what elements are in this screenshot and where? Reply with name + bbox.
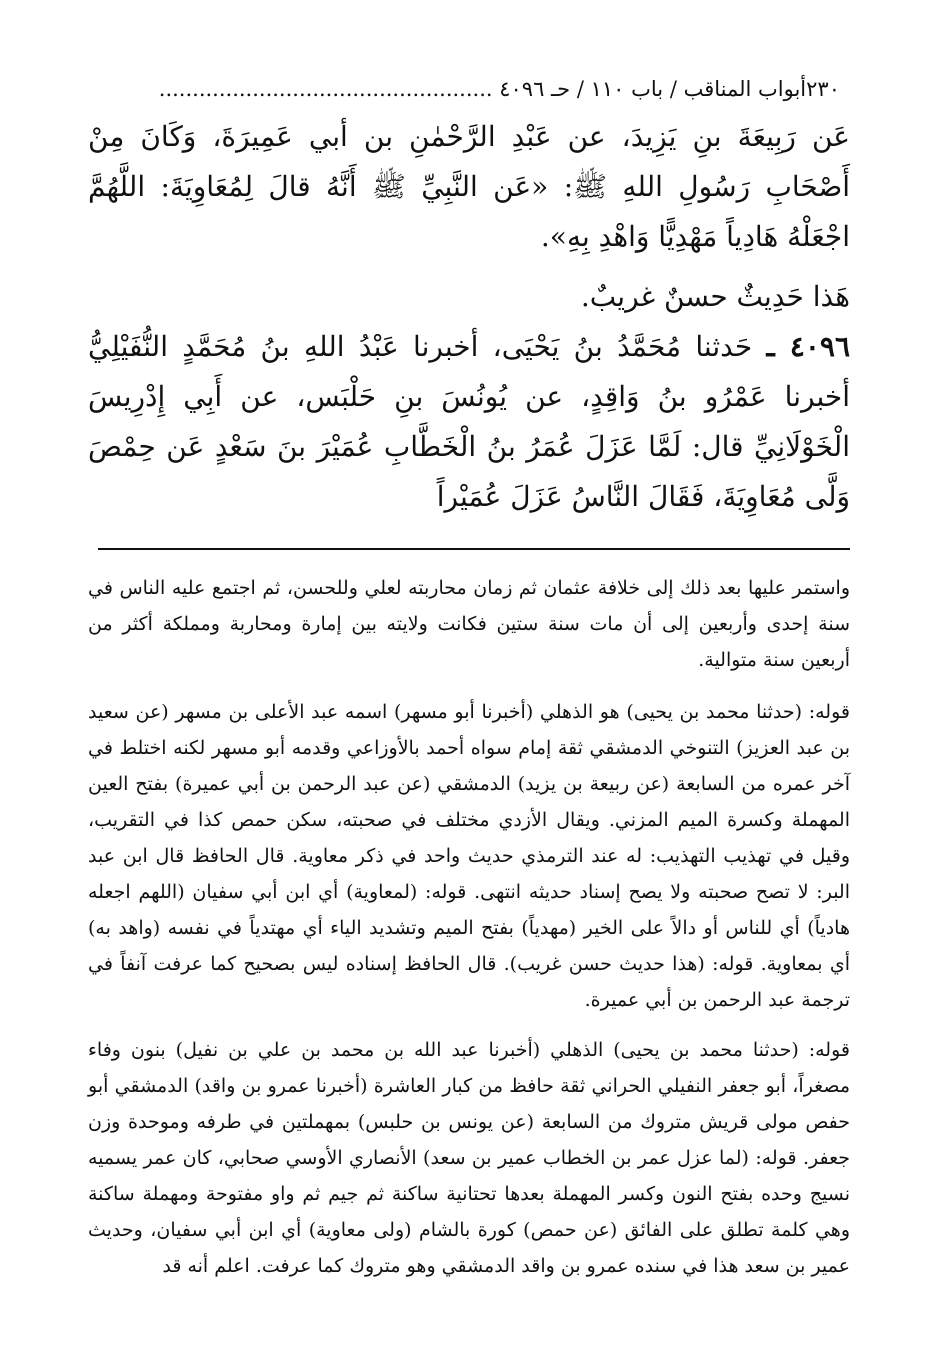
page-number: ٢٣٠ [806,77,840,101]
hadith-text [88,112,850,522]
hadith-4096 [88,322,850,522]
commentary-paragraph: قوله: (حدثنا محمد بن يحيى) هو الذهلي (أخبرنا أبو مسهر) اسمه عبد الأعلى بن مسهر (عن سعيد بن عبد العزيز) التنوخي الدمشقي ثقة إمام سواه أحمد بالأوزاعي وقدمه أبو مسهر لكنه اختلط في آخر عمره من السابعة (عن ربيعة بن يزيد) الدمشقي (عن عبد الرحمن بن أبي عميرة) بفتح العين المهملة وكسرة الميم المزني. ويقال الأزدي مختلف في صحبته، سكن حمص كذا في التقريب، وقيل في تهذيب التهذيب: له عند الترمذي حديث واحد في ذكر معاوية. قال الحافظ قال ابن عبد البر: لا تصح صحبته ولا يصح إسناد حديثه انتهى. قوله: (لمعاوية) أي ابن أبي سفيان (اللهم اجعله هادياً) أي للناس أو دالاً على الخير (مهدياً) بفتح الميم وتشديد الياء أي مهتدياً في نفسه (واهد به) أي بمعاوية. قوله: (هذا حديث حسن غريب). قال الحافظ إسناده ليس بصحيح كما عرفت آنفاً في ترجمة عبد الرحمن بن أبي عميرة. [88,701,850,1011]
commentary [88,570,850,1284]
hadith-number: ٤٠٩٦ ـ [766,330,850,363]
hadith-4095-end: عَن رَبِيعَةَ بنِ يَزِيدَ، عن عَبْدِ الرَّحْمٰنِ بن أبي عَمِيرَةَ، وَكَانَ مِنْ أَصْحَابِ رَسُولِ اللهِ ﷺ: «عَن النَّبِيِّ ﷺ أَنَّهُ قالَ لِمُعَاوِيَةَ: اللَّهُمَّ اجْعَلْهُ هَادِياً مَهْدِيًّا وَاهْدِ بِهِ». [88,120,850,253]
running-header [88,72,850,108]
footnote-divider [98,548,850,550]
commentary-paragraph: واستمر عليها بعد ذلك إلى خلافة عثمان ثم زمان محاربته لعلي وللحسن، ثم اجتمع عليه الناس في سنة إحدى وأربعين إلى أن مات سنة ستين فكانت ولايته بين إمارة ومحاربة ومملكة أكثر من أربعين سنة متوالية. [88,577,850,671]
chapter-title: أبواب المناقب / باب ١١٠ / حـ ٤٠٩٦ ..... [88,72,806,106]
hadith-4096-text: حَدثنا مُحَمَّدُ بنُ يَحْيَى، أخبرنا عَبْدُ اللهِ بنُ مُحَمَّدٍ النُّفَيْلِيُّ أخبرنا عَمْرُو بنُ وَاقِدٍ، عن يُونُسَ بنِ حَلْبَس، عن أَبِي إِدْرِيسَ الْخَوْلَانِيِّ قال: لَمَّا عَزَلَ عُمَرُ بنُ الْخَطَّابِ عُمَيْرَ بنَ سَعْدٍ عَن حِمْصَ وَلَّى مُعَاوِيَةَ، فَقَالَ النَّاسُ عَزَلَ عُمَيْراً [88,330,850,513]
book-page [88,72,850,1298]
commentary-paragraph: قوله: (حدثنا محمد بن يحيى) الذهلي (أخبرنا عبد الله بن محمد بن علي بن نفيل) بنون وفاء مصغراً، أبو جعفر النفيلي الحراني ثقة حافظ من كبار العاشرة (أخبرنا عمرو بن واقد) الدمشقي أبو حفص مولى قريش متروك من السابعة (عن يونس بن حلبس) بمهملتين في طرفه وموحدة وزن جعفر. قوله: (لما عزل عمر بن الخطاب عمير بن سعد) الأنصاري الأوسي صحابي، كان عمر يسميه نسيج وحده بفتح النون وكسر المهملة بعدها تحتانية ساكنة ثم جيم ثم واو مفتوحة ومهملة ساكنة وهي كلمة تطلق على الفائق (عن حمص) كورة بالشام (ولى معاوية) أي ابن أبي سفيان، وحديث عمير بن سعد هذا في سنده عمرو بن واقد الدمشقي وهو متروك كما عرفت. اعلم أنه قد [88,1039,850,1277]
hadith-grading: هَذا حَدِيثٌ حسنٌ غريبٌ. [580,280,850,313]
